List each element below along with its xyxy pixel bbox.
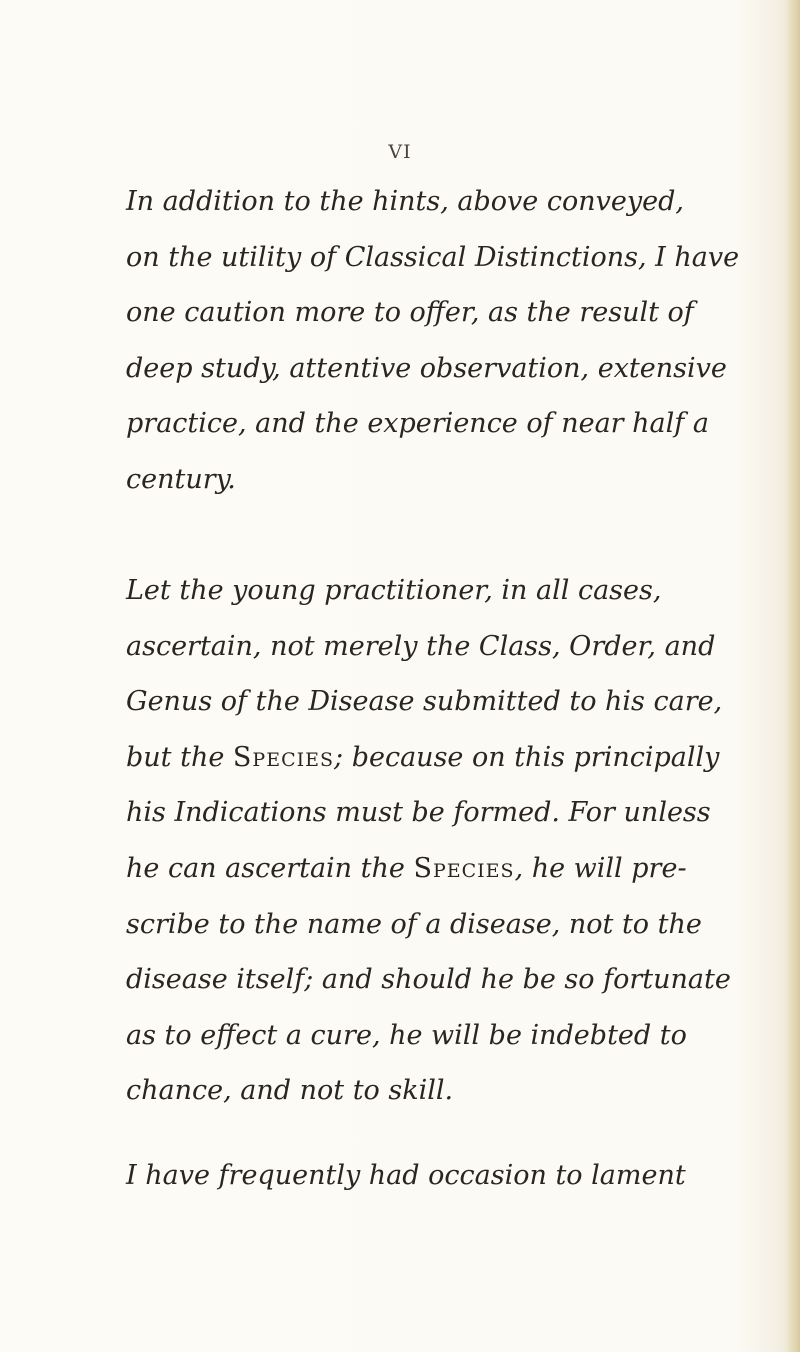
text-line: disease itself; and should he be so fortunate <box>126 964 731 995</box>
page-number: VI <box>388 141 412 163</box>
text-line: one caution more to offer, as the result of <box>126 297 694 328</box>
text-line <box>126 851 687 887</box>
text-line: as to effect a cure, he will be indebted to <box>126 1020 687 1051</box>
text-line: I have frequently had occasion to lament <box>126 1160 686 1191</box>
text-line: practice, and the experience of near half a <box>126 408 709 439</box>
text-line: chance, and not to skill. <box>126 1075 454 1106</box>
text-line: his Indications must be formed. For unless <box>126 797 711 828</box>
text-line: Genus of the Disease submitted to his care, <box>126 686 723 717</box>
text-line: In addition to the hints, above conveyed, <box>126 186 684 217</box>
text-line: ascertain, not merely the Class, Order, and <box>126 631 716 662</box>
text-line: deep study, attentive observation, extensive <box>126 353 727 384</box>
text-line: Let the young practitioner, in all cases, <box>126 575 662 606</box>
text-fragment: , he will pre- <box>514 853 687 884</box>
small-caps-term: Species <box>232 742 335 773</box>
text-line <box>126 740 719 776</box>
text-line: century. <box>126 464 236 495</box>
text-fragment: ; because on this principally <box>334 742 720 773</box>
text-line: scribe to the name of a disease, not to the <box>126 909 702 940</box>
text-fragment: but the <box>126 742 225 773</box>
text-fragment: he can ascertain the <box>126 853 405 884</box>
small-caps-term: Species <box>413 853 515 884</box>
text-line: on the utility of Classical Distinctions, I have <box>126 242 740 273</box>
page-edge-shadow <box>786 0 800 1352</box>
